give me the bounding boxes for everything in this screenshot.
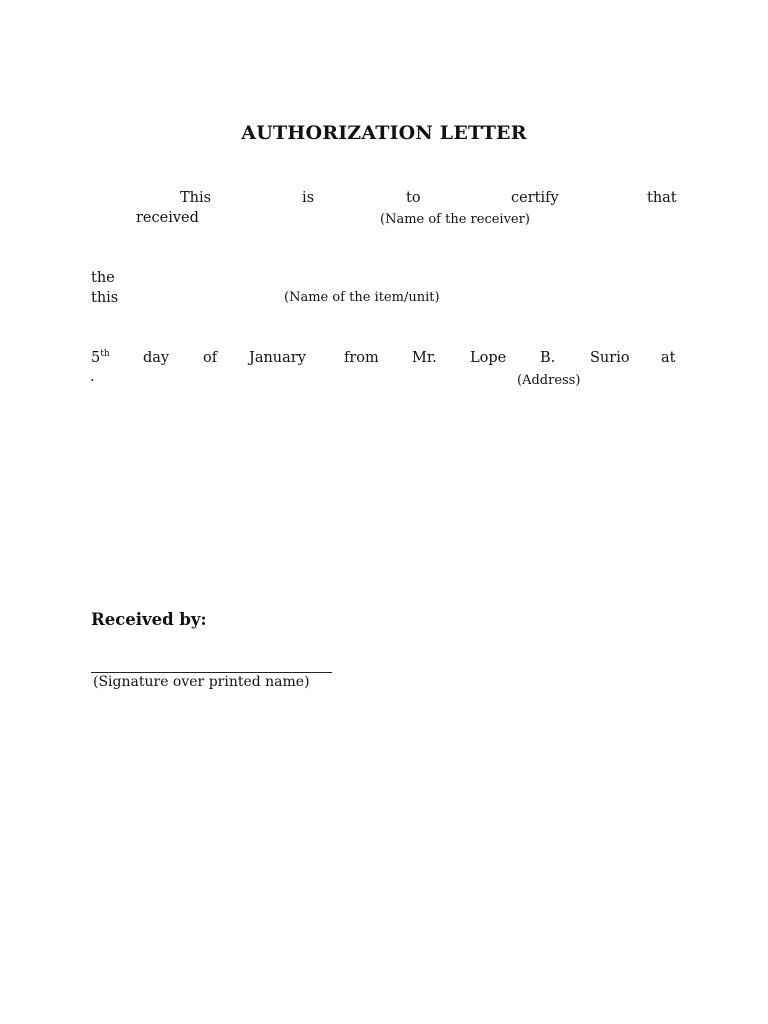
p3-word-of: of (203, 350, 218, 366)
p2-word-this: this (91, 290, 119, 306)
receiver-name-hint: (Name of the receiver) (380, 212, 530, 227)
p3-word-b: B. (540, 350, 556, 366)
p3-word-at: at (661, 350, 676, 366)
signature-line (91, 672, 332, 673)
signature-caption: (Signature over printed name) (93, 674, 310, 690)
p1-word-received: received (136, 210, 199, 226)
p3-word-surio: Surio (590, 350, 630, 366)
p1-word-that: that (647, 190, 677, 206)
p3-day-number (91, 351, 110, 366)
p2-word-the: the (91, 270, 115, 286)
address-hint: (Address) (517, 373, 581, 388)
letter-title: AUTHORIZATION LETTER (241, 122, 527, 144)
p1-word-certify: certify (511, 190, 559, 206)
p3-word-day: day (143, 350, 170, 366)
p3-word-mr: Mr. (412, 350, 437, 366)
p3-word-lope: Lope (470, 350, 507, 366)
p1-word-this: This (180, 190, 212, 206)
p1-word-is: is (302, 190, 315, 206)
received-by-label: Received by: (91, 610, 207, 629)
p3-word-from: from (344, 350, 379, 366)
p3-line2-mark: . (90, 369, 95, 385)
p3-word-january: January (249, 350, 306, 366)
day-suffix: th (100, 349, 110, 360)
p1-word-to: to (406, 190, 421, 206)
item-name-hint: (Name of the item/unit) (284, 290, 440, 305)
day-number: 5 (91, 350, 101, 366)
